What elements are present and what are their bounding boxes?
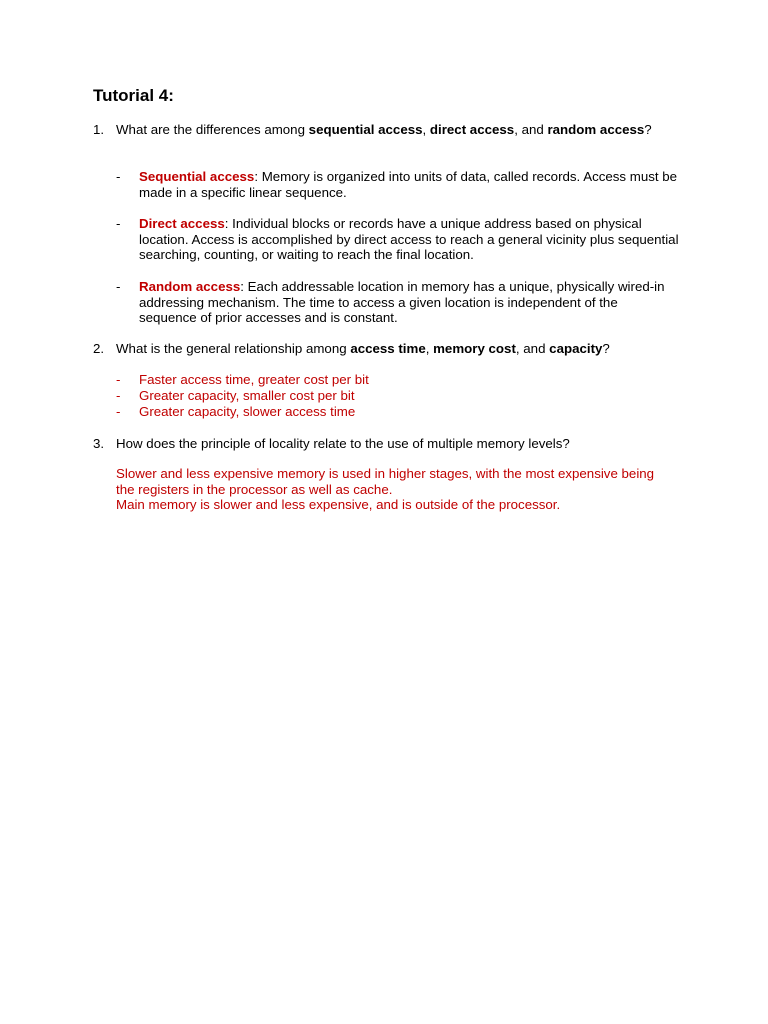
q1-item-1-text: : Memory is organized into units of data, called records. Access must be made in a specific linear sequence.	[139, 169, 678, 200]
q2-item-1-dash: -	[116, 372, 121, 387]
question-1-number: 1.	[93, 122, 105, 137]
q1-item-2-term: Direct access	[139, 216, 225, 231]
question-3-number: 3.	[93, 436, 105, 451]
q1-item-direct-access	[139, 216, 679, 263]
q1-item-1-term: Sequential access	[139, 169, 255, 184]
q1-item-sequential-access	[139, 169, 679, 200]
q2-item-3: Greater capacity, slower access time	[139, 404, 356, 419]
q2-item-2-dash: -	[116, 388, 121, 403]
q3-answer-1: Slower and less expensive memory is used in higher stages, with the most expensive being the registers in the processor as well as cache.	[116, 466, 655, 497]
question-3-text: How does the principle of locality relate to the use of multiple memory levels?	[116, 436, 570, 451]
q1-item-2-text: : Individual blocks or records have a unique address based on physical location. Access is accomplished by direct access to reach a general vicinity plus sequential searching, counting, or waiting to reach the final location.	[139, 216, 679, 263]
q1-item-3-text: : Each addressable location in memory has a unique, physically wired-in addressing mechanism. The time to access a given location is independent of the sequence of prior accesses and is constant.	[139, 279, 665, 326]
question-1-term-direct: direct access	[429, 122, 515, 137]
question-1-text-c: , and	[514, 122, 548, 137]
question-2-term-capacity: capacity	[549, 341, 603, 356]
question-1-term-sequential: sequential access	[308, 122, 423, 137]
page-title: Tutorial 4:	[93, 86, 174, 105]
question-1-text-b: ,	[422, 122, 430, 137]
q1-item-2-dash: -	[116, 216, 121, 231]
q3-answer-2: Main memory is slower and less expensive, and is outside of the processor.	[116, 497, 561, 512]
question-2-text	[116, 341, 676, 357]
question-2-term-access-time: access time	[350, 341, 426, 356]
question-2-term-memory-cost: memory cost	[433, 341, 516, 356]
q2-item-2: Greater capacity, smaller cost per bit	[139, 388, 355, 403]
question-1-text-a: What are the differences among	[116, 122, 309, 137]
question-2-text-c: , and	[515, 341, 550, 356]
question-2-text-d: ?	[602, 341, 610, 356]
question-2-text-a: What is the general relationship among	[116, 341, 351, 356]
q2-item-3-dash: -	[116, 404, 121, 419]
question-1-text	[116, 122, 676, 138]
q1-item-3-dash: -	[116, 279, 121, 294]
question-2-text-b: ,	[425, 341, 434, 356]
q2-item-1: Faster access time, greater cost per bit	[139, 372, 369, 387]
question-1-text-d: ?	[644, 122, 652, 137]
q1-item-3-term: Random access	[139, 279, 241, 294]
q1-item-1-dash: -	[116, 169, 121, 184]
question-1-term-random: random access	[547, 122, 645, 137]
q1-item-random-access	[139, 279, 679, 326]
question-2-number: 2.	[93, 341, 105, 356]
